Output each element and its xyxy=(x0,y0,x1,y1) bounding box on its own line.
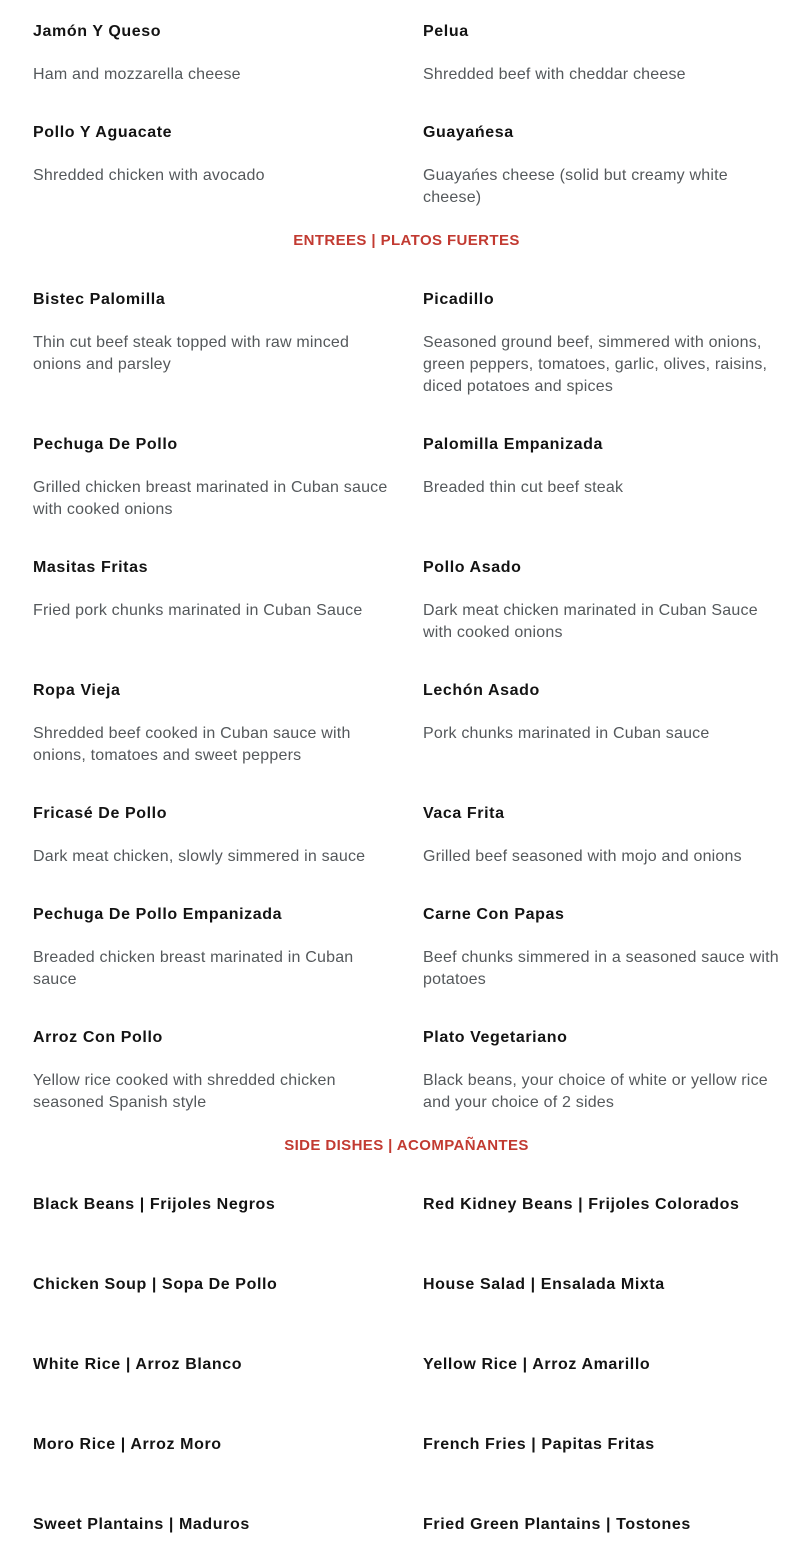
menu-item-name: Black Beans | Frijoles Negros xyxy=(33,1196,276,1213)
menu-item-name: Sweet Plantains | Maduros xyxy=(33,1516,250,1533)
menu-item-description: Beef chunks simmered in a seasoned sauce with potatoes xyxy=(423,949,779,988)
menu-item-name: Pollo Asado xyxy=(423,559,522,576)
menu-item xyxy=(423,435,780,521)
menu-item-name: Palomilla Empanizada xyxy=(423,436,604,453)
menu-item xyxy=(33,1435,390,1455)
menu-item-name: Arroz Con Pollo xyxy=(33,1029,163,1046)
menu-item-name: Guayańesa xyxy=(423,124,514,141)
menu-item xyxy=(423,290,780,398)
menu-item xyxy=(33,435,390,521)
menu-item xyxy=(33,123,390,209)
menu-item-name: Red Kidney Beans | Frijoles Colorados xyxy=(423,1196,740,1213)
menu-item xyxy=(33,22,390,86)
menu-item xyxy=(33,681,390,767)
section-sandwiches xyxy=(33,22,780,231)
menu-item-name: Chicken Soup | Sopa De Pollo xyxy=(33,1276,278,1293)
menu-item-name: Plato Vegetariano xyxy=(423,1029,568,1046)
menu-item-name: Carne Con Papas xyxy=(423,906,565,923)
menu-item-description: Pork chunks marinated in Cuban sauce xyxy=(423,725,710,742)
menu-item-name: French Fries | Papitas Fritas xyxy=(423,1436,655,1453)
section-header-entrees: ENTREES | PLATOS FUERTES xyxy=(293,232,520,249)
menu-item xyxy=(423,1028,780,1114)
menu-item xyxy=(33,804,390,868)
menu-item-description: Ham and mozzarella cheese xyxy=(33,66,241,83)
menu-item xyxy=(423,558,780,644)
menu-item-name: Pechuga De Pollo Empanizada xyxy=(33,906,283,923)
menu-item-description: Thin cut beef steak topped with raw minced onions and parsley xyxy=(33,334,350,373)
menu-item-description: Shredded beef cooked in Cuban sauce with onions, tomatoes and sweet peppers xyxy=(33,725,351,764)
menu-item xyxy=(423,804,780,868)
menu-item xyxy=(33,905,390,991)
menu-item-name: Vaca Frita xyxy=(423,805,505,822)
menu-item xyxy=(33,1195,390,1215)
menu-item-name: Lechón Asado xyxy=(423,682,540,699)
menu-item-description: Seasoned ground beef, simmered with onions, green peppers, tomatoes, garlic, olives, raisins, diced potatoes and spices xyxy=(423,334,768,395)
menu-item-name: Pollo Y Aguacate xyxy=(33,124,173,141)
menu-item xyxy=(33,290,390,398)
menu-item xyxy=(33,1515,390,1535)
section-header-side-dishes: SIDE DISHES | ACOMPAÑANTES xyxy=(284,1137,529,1154)
menu-item xyxy=(33,558,390,644)
menu-item-name: Pelua xyxy=(423,23,469,40)
menu-item-name: Moro Rice | Arroz Moro xyxy=(33,1436,222,1453)
menu-item-name: Ropa Vieja xyxy=(33,682,121,699)
menu-item xyxy=(423,1195,780,1215)
menu-item xyxy=(33,1275,390,1295)
menu-item-name: Fried Green Plantains | Tostones xyxy=(423,1516,691,1533)
menu-item-description: Shredded chicken with avocado xyxy=(33,167,265,184)
menu-item xyxy=(423,1435,780,1455)
menu-item xyxy=(423,1515,780,1535)
menu-item-description: Fried pork chunks marinated in Cuban Sauce xyxy=(33,602,363,619)
menu-item-name: Pechuga De Pollo xyxy=(33,436,178,453)
menu-item-name: Bistec Palomilla xyxy=(33,291,166,308)
menu-item-name: Picadillo xyxy=(423,291,495,308)
menu-item-description: Yellow rice cooked with shredded chicken seasoned Spanish style xyxy=(33,1072,336,1111)
menu-item-name: Yellow Rice | Arroz Amarillo xyxy=(423,1356,651,1373)
menu-item-description: Shredded beef with cheddar cheese xyxy=(423,66,686,83)
menu-item-description: Breaded thin cut beef steak xyxy=(423,479,624,496)
menu-item-description: Guayańes cheese (solid but creamy white cheese) xyxy=(423,167,728,206)
menu-item xyxy=(423,1355,780,1375)
menu-item xyxy=(423,1275,780,1295)
menu-item xyxy=(423,123,780,209)
menu-item-description: Grilled chicken breast marinated in Cuban sauce with cooked onions xyxy=(33,479,388,518)
menu-item-name: Jamón Y Queso xyxy=(33,23,162,40)
menu-item-description: Black beans, your choice of white or yellow rice and your choice of 2 sides xyxy=(423,1072,768,1111)
menu-item-description: Dark meat chicken marinated in Cuban Sauce with cooked onions xyxy=(423,602,758,641)
menu-item-description: Breaded chicken breast marinated in Cuban sauce xyxy=(33,949,354,988)
section-side-dishes xyxy=(33,1195,780,1564)
menu-item xyxy=(423,22,780,86)
menu-item-name: House Salad | Ensalada Mixta xyxy=(423,1276,665,1293)
menu-item xyxy=(33,1355,390,1375)
menu-item-description: Dark meat chicken, slowly simmered in sauce xyxy=(33,848,366,865)
section-entrees xyxy=(33,290,780,1136)
menu-item-name: Masitas Fritas xyxy=(33,559,149,576)
menu-item-name: White Rice | Arroz Blanco xyxy=(33,1356,243,1373)
menu-item xyxy=(33,1028,390,1114)
menu-item xyxy=(423,681,780,767)
menu-item xyxy=(423,905,780,991)
menu-item-description: Grilled beef seasoned with mojo and onions xyxy=(423,848,742,865)
menu-item-name: Fricasé De Pollo xyxy=(33,805,168,822)
